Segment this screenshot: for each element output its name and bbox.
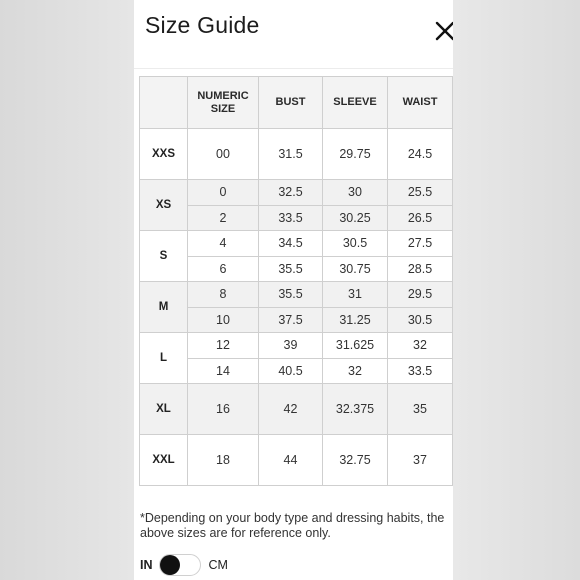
- sleeve-cell: 31.625: [323, 333, 388, 359]
- bust-cell: 32.5: [259, 180, 323, 206]
- reference-note: *Depending on your body type and dressing habits, the above sizes are for reference only.: [140, 511, 445, 540]
- size-label: XS: [140, 180, 188, 231]
- header-waist: WAIST: [388, 77, 453, 129]
- header-numeric-size: NUMERIC SIZE: [188, 77, 259, 129]
- background-left: [0, 0, 134, 580]
- table-row: [140, 129, 453, 180]
- waist-cell: 35: [388, 384, 453, 435]
- numeric-size-cell: 12: [188, 333, 259, 359]
- numeric-size-cell: 4: [188, 231, 259, 257]
- numeric-size-cell: 00: [188, 129, 259, 180]
- waist-cell: 33.5: [388, 358, 453, 384]
- unit-toggle[interactable]: [159, 554, 201, 576]
- numeric-size-cell: 18: [188, 435, 259, 486]
- sleeve-cell: 32: [323, 358, 388, 384]
- waist-cell: 27.5: [388, 231, 453, 257]
- numeric-size-cell: 10: [188, 307, 259, 333]
- header-sleeve: SLEEVE: [323, 77, 388, 129]
- bust-cell: 31.5: [259, 129, 323, 180]
- size-label: S: [140, 231, 188, 282]
- waist-cell: 30.5: [388, 307, 453, 333]
- waist-cell: 25.5: [388, 180, 453, 206]
- bust-cell: 34.5: [259, 231, 323, 257]
- toggle-knob: [160, 555, 180, 575]
- bust-cell: 44: [259, 435, 323, 486]
- bust-cell: 35.5: [259, 256, 323, 282]
- size-label: L: [140, 333, 188, 384]
- close-icon[interactable]: [434, 20, 453, 42]
- header-corner: [140, 77, 188, 129]
- background-right: [453, 0, 580, 580]
- table-row: [140, 333, 453, 359]
- bust-cell: 33.5: [259, 205, 323, 231]
- sleeve-cell: 31: [323, 282, 388, 308]
- numeric-size-cell: 6: [188, 256, 259, 282]
- numeric-size-cell: 16: [188, 384, 259, 435]
- table-row: [140, 435, 453, 486]
- size-label: XL: [140, 384, 188, 435]
- sleeve-cell: 30.75: [323, 256, 388, 282]
- waist-cell: 29.5: [388, 282, 453, 308]
- unit-label-in[interactable]: IN: [140, 558, 153, 572]
- sleeve-cell: 30.25: [323, 205, 388, 231]
- bust-cell: 39: [259, 333, 323, 359]
- modal-header: [134, 0, 453, 69]
- size-label: XXL: [140, 435, 188, 486]
- table-row: [140, 180, 453, 206]
- waist-cell: 28.5: [388, 256, 453, 282]
- modal-title: Size Guide: [145, 12, 260, 38]
- unit-label-cm[interactable]: CM: [208, 558, 228, 572]
- table-row: [140, 384, 453, 435]
- waist-cell: 32: [388, 333, 453, 359]
- numeric-size-cell: 8: [188, 282, 259, 308]
- bust-cell: 35.5: [259, 282, 323, 308]
- header-bust: BUST: [259, 77, 323, 129]
- waist-cell: 26.5: [388, 205, 453, 231]
- size-guide-modal: [134, 0, 453, 580]
- numeric-size-cell: 0: [188, 180, 259, 206]
- table-header-row: [140, 77, 453, 129]
- table-row: [140, 231, 453, 257]
- size-table: [139, 76, 453, 486]
- waist-cell: 24.5: [388, 129, 453, 180]
- numeric-size-cell: 2: [188, 205, 259, 231]
- sleeve-cell: 32.375: [323, 384, 388, 435]
- sleeve-cell: 29.75: [323, 129, 388, 180]
- table-row: [140, 282, 453, 308]
- sleeve-cell: 30: [323, 180, 388, 206]
- numeric-size-cell: 14: [188, 358, 259, 384]
- bust-cell: 42: [259, 384, 323, 435]
- unit-switch: [140, 553, 228, 577]
- waist-cell: 37: [388, 435, 453, 486]
- bust-cell: 37.5: [259, 307, 323, 333]
- sleeve-cell: 31.25: [323, 307, 388, 333]
- sleeve-cell: 32.75: [323, 435, 388, 486]
- sleeve-cell: 30.5: [323, 231, 388, 257]
- size-label: M: [140, 282, 188, 333]
- size-label: XXS: [140, 129, 188, 180]
- bust-cell: 40.5: [259, 358, 323, 384]
